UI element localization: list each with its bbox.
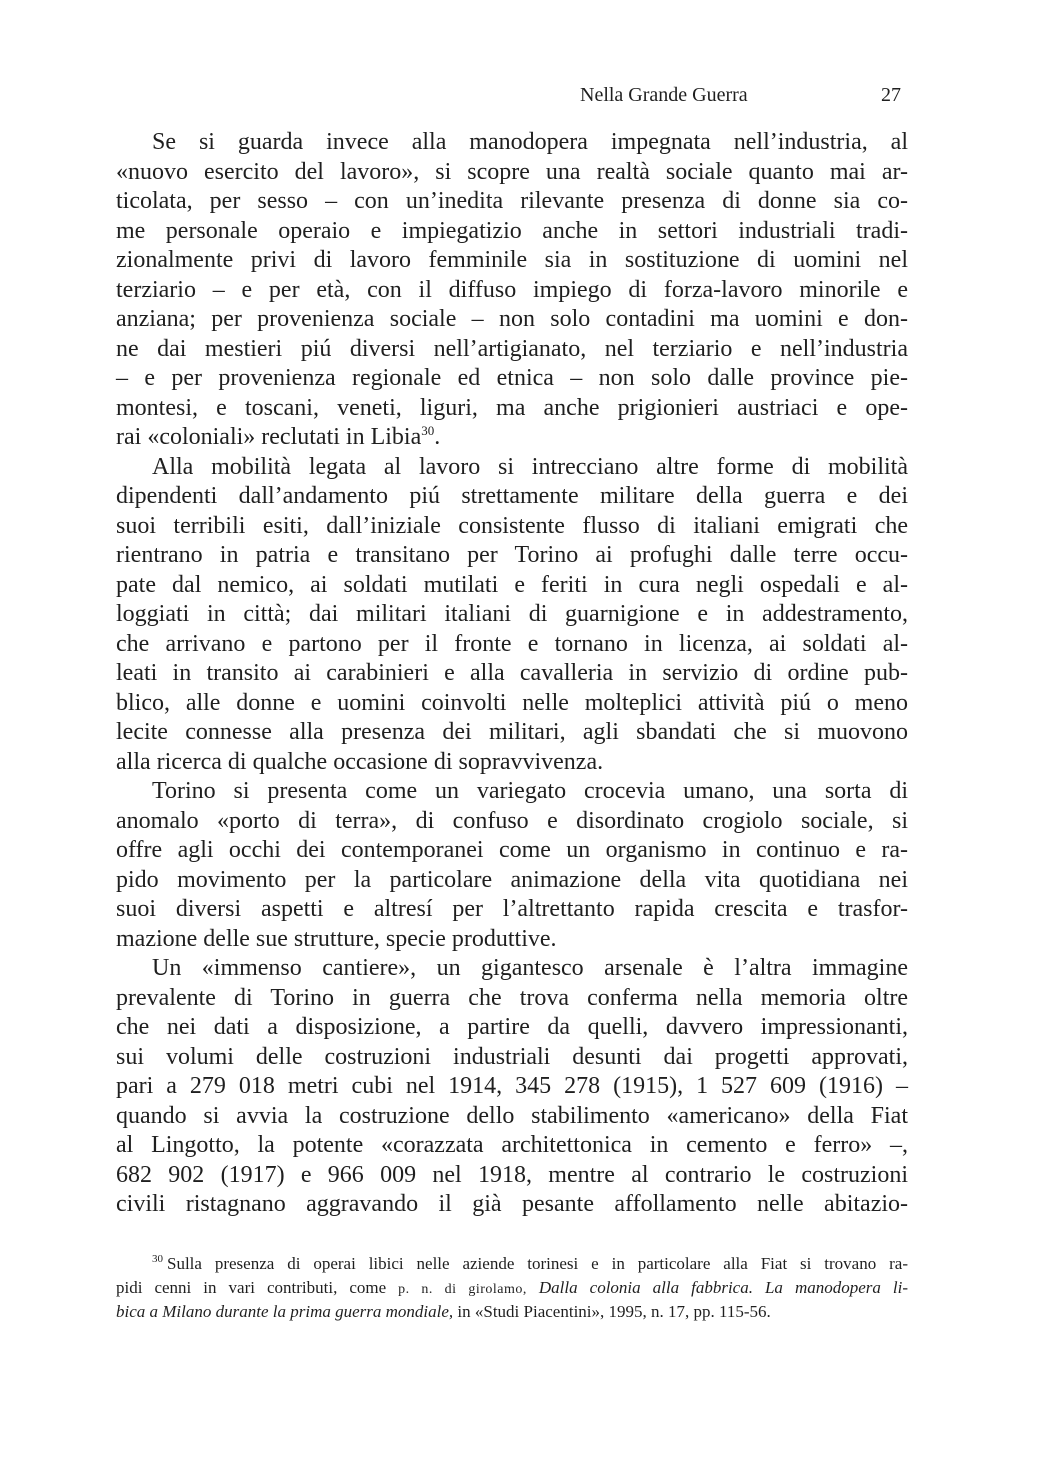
footnote-work-title: Dalla colonia alla fabbrica. La manodopera li- (538, 1278, 909, 1297)
text-line: Torino si presenta come un variegato crocevia umano, una sorta di (152, 778, 908, 804)
text-line: quando si avvia la costruzione dello stabilimento «americano» della Fiat (116, 1102, 908, 1129)
text-line: ne dai mestieri piú diversi nell’artigianato, nel terziario e nell’industria (116, 335, 908, 362)
footnote-number: 30 (152, 1253, 163, 1265)
text-line: offre agli occhi dei contemporanei come un organismo in continuo e ra- (116, 837, 908, 863)
text-line: lecite connesse alla presenza dei militari, agli sbandati che si muovono (116, 719, 908, 745)
paragraph (116, 954, 908, 1220)
footnote-author: p. n. di girolamo, (398, 1282, 527, 1297)
footnote-line (116, 1300, 908, 1324)
text-line: mazione delle sue strutture, specie produttive. (116, 925, 557, 952)
text-line: zionalmente privi di lavoro femminile sia in sostituzione di uomini nel (116, 247, 908, 273)
text-line: anomalo «porto di terra», di confuso e disordinato crogiolo sociale, si (116, 807, 908, 834)
page-number: 27 (881, 84, 901, 106)
footnote (116, 1252, 908, 1324)
text-line: ticolata, per sesso – con un’inedita rilevante presenza di donne sia co- (116, 188, 908, 214)
text-line: me personale operaio e impiegatizio anche in settori industriali tradi- (116, 217, 908, 244)
footnote-work-title: bica a Milano durante la prima guerra mondiale, (116, 1302, 454, 1321)
text-line: terziario – e per età, con il diffuso impiego di forza-lavoro minorile e (116, 276, 908, 303)
text-line: «nuovo esercito del lavoro», si scopre una realtà sociale quanto mai ar- (116, 158, 908, 185)
footnote-text: Sulla presenza di operai libici nelle aziende torinesi e in particolare alla Fiat si trovano ra- (167, 1254, 908, 1273)
text-line: al Lingotto, la potente «corazzata architettonica in cemento e ferro» –, (116, 1132, 908, 1158)
text-line: – e per provenienza regionale ed etnica – non solo dalle province pie- (116, 365, 908, 391)
paragraph (116, 128, 908, 453)
text-line: blico, alle donne e uomini coinvolti nelle molteplici attività piú o meno (116, 689, 908, 716)
text-line: civili ristagnano aggravando il già pesante affollamento nelle abitazio- (116, 1191, 908, 1217)
text-line: rientrano in patria e transitano per Torino ai profughi dalle terre occu- (116, 542, 908, 568)
text-line: pari a 279 018 metri cubi nel 1914, 345 278 (1915), 1 527 609 (1916) – (116, 1073, 908, 1099)
footnote-text: pidi cenni in vari contributi, come (116, 1278, 387, 1297)
footnote-line (116, 1252, 908, 1276)
text-line: sui volumi delle costruzioni industriali desunti dai progetti approvati, (116, 1043, 908, 1070)
text-line: pido movimento per la particolare animazione della vita quotidiana nei (116, 866, 908, 893)
text-line: prevalente di Torino in guerra che trova conferma nella memoria oltre (116, 984, 908, 1011)
text-line: loggiati in città; dai militari italiani di guarnigione e in addestramento, (116, 601, 908, 627)
text-line: anziana; per provenienza sociale – non solo contadini ma uomini e don- (116, 306, 908, 332)
text-line: pate dal nemico, ai soldati mutilati e feriti in cura negli ospedali e al- (116, 571, 908, 598)
text-line: Alla mobilità legata al lavoro si intrecciano altre forme di mobilità (152, 453, 908, 480)
text-line: montesi, e toscani, veneti, liguri, ma anche prigionieri austriaci e ope- (116, 394, 908, 421)
text-line: Un «immenso cantiere», un gigantesco arsenale è l’altra immagine (152, 955, 908, 981)
paragraph (116, 777, 908, 954)
footnote-reference[interactable]: 30 (421, 423, 435, 438)
text-line (116, 423, 908, 453)
text-fragment: . (434, 424, 441, 450)
body-text (116, 128, 908, 1220)
running-head (0, 84, 1046, 114)
text-line: suoi terribili esiti, dall’iniziale consistente flusso di italiani emigrati che (116, 512, 908, 539)
text-line: suoi diversi aspetti e altresí per l’altrettanto rapida crescita e trasfor- (116, 896, 908, 922)
text-line: che nei dati a disposizione, a partire da quelli, davvero impressionanti, (116, 1014, 908, 1040)
running-title: Nella Grande Guerra (580, 84, 748, 106)
text-line: che arrivano e partono per il fronte e tornano in licenza, ai soldati al- (116, 630, 908, 657)
footnote-text: in «Studi Piacentini», 1995, n. 17, pp. 115-56. (457, 1302, 771, 1321)
paragraph (116, 453, 908, 778)
footnote-line (116, 1276, 908, 1300)
text-line: 682 902 (1917) e 966 009 nel 1918, mentre al contrario le costruzioni (116, 1161, 908, 1188)
text-line: leati in transito ai carabinieri e alla cavalleria in servizio di ordine pub- (116, 660, 908, 686)
text-line: Se si guarda invece alla manodopera impegnata nell’industria, al (152, 129, 908, 155)
text-fragment: rai «coloniali» reclutati in Libia (116, 424, 422, 450)
text-line: alla ricerca di qualche occasione di sopravvivenza. (116, 748, 604, 775)
text-line: dipendenti dall’andamento piú strettamente militare della guerra e dei (116, 483, 908, 509)
